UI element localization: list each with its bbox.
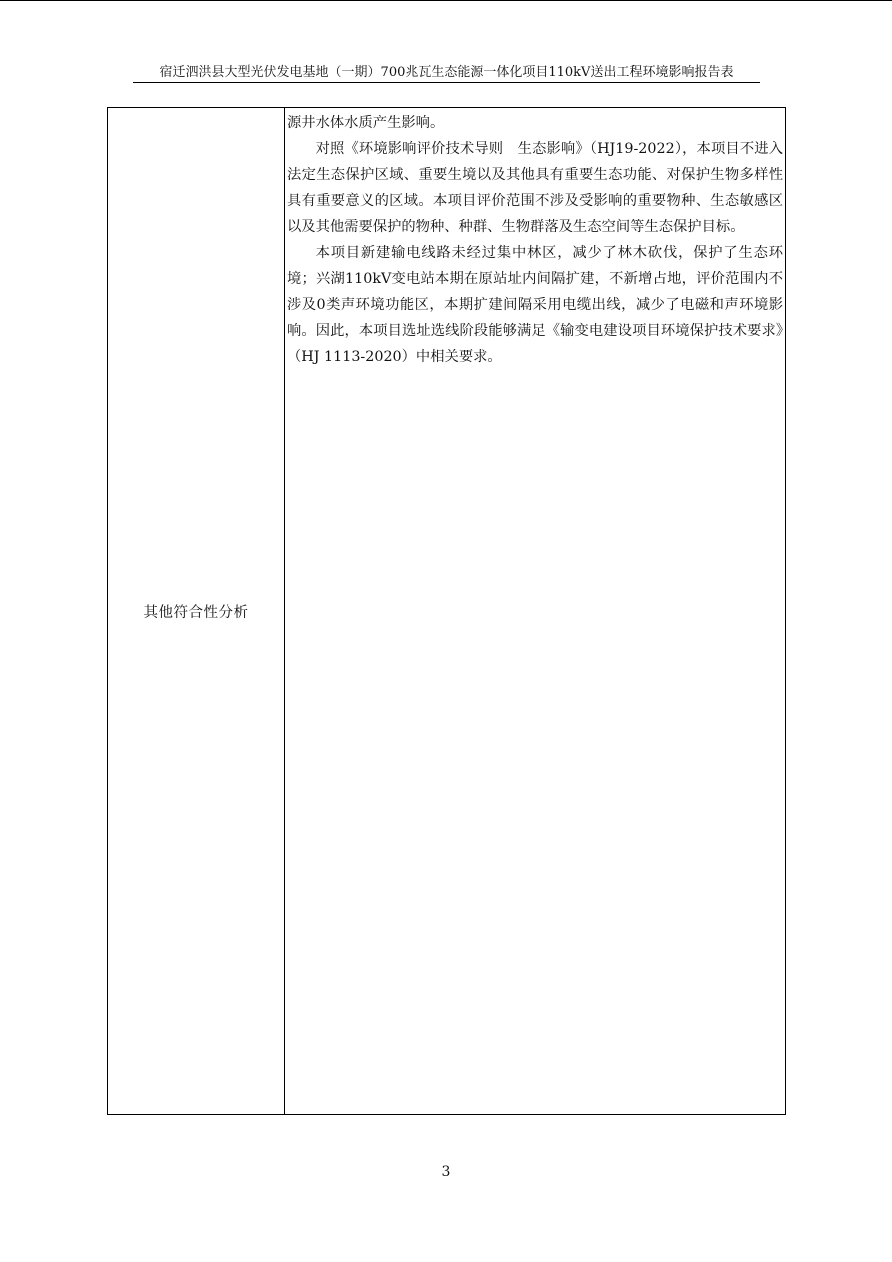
paragraph-site-selection: 本项目新建输电线路未经过集中林区，减少了林木砍伐，保护了生态环境；兴湖110kV变电站本期在原站址内间隔扩建，不新增占地，评价范围内不涉及0类声环境功能区，本期扩建间隔采用电缆出线，减少了电磁和声环境影响。因此，本项目选址选线阶段能够满足《输变电建设项目环境保护技术要求》（HJ 1113-2020）中相关要求。: [287, 245, 783, 365]
header-underline: [133, 82, 760, 83]
analysis-table: [107, 107, 786, 1115]
page-number: 3: [441, 1164, 451, 1180]
top-border-line: [0, 0, 892, 1]
paragraph-ecology-guideline: 对照《环境影响评价技术导则 生态影响》（HJ19-2022），本项目不进入法定生态保护区域、重要生境以及其他具有重要生态功能、对保护生物多样性具有重要意义的区域。本项目评价范围不涉及受影响的重要物种、生态敏感区以及其他需要保护的物种、种群、生物群落及生态空间等生态保护目标。: [287, 141, 783, 235]
paragraph-continuation: 源井水体水质产生影响。: [287, 115, 445, 131]
label-cell: [108, 108, 285, 1114]
document-header-title: 宿迁泗洪县大型光伏发电基地（一期）700兆瓦生态能源一体化项目110kV送出工程环境影响报告表: [159, 65, 734, 80]
content-cell: [285, 108, 785, 1114]
row-label: 其他符合性分析: [143, 604, 249, 621]
